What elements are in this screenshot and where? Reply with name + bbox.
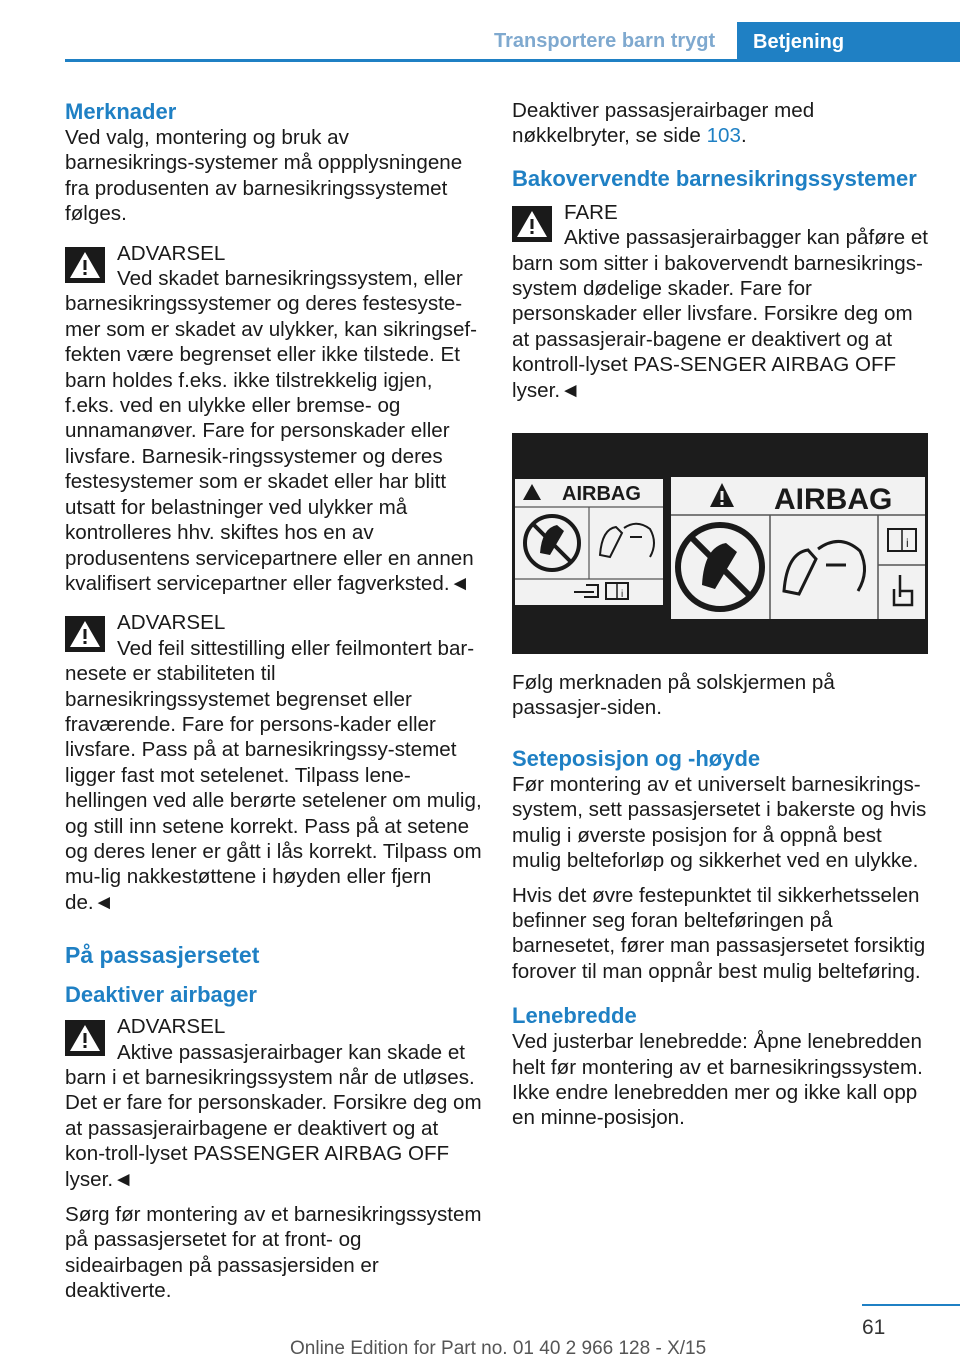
lenebredde-paragraph: Ved justerbar lenebredde: Åpne lenebredden helt før montering av et barnesikringssystem. Ikke endre lenebredden mer og ikke kall opp en minne-posisjon. [512,1030,923,1130]
page-link-103[interactable]: 103 [706,124,741,148]
outro-paragraph: Sørg før montering av et barnesikringssystem på passasjersetet for at front- og sideairbagen på passasjersiden er deaktiverte. [65,1203,482,1303]
danger-title: FARE [564,200,618,224]
large-label-text: AIRBAG [774,483,893,517]
warning-title: ADVARSEL [117,611,226,635]
chapter-tab-label: Betjening [753,31,845,53]
footer-divider [862,1304,960,1306]
right-column [512,98,930,1140]
warning-block-1 [65,241,483,597]
intro-paragraph: Ved valg, montering og bruk av barnesikrings-systemer må oppplysningene fra produsenten av barnesikringssystemet følges. [65,126,463,226]
image-caption: Følg merknaden på solskjermen på passasjer-siden. [512,671,835,720]
warning-block-3 [65,1014,483,1192]
edition-note: Online Edition for Part no. 01 40 2 966 128 - X/15 [290,1338,707,1359]
page-number: 61 [862,1316,886,1339]
small-label-text: AIRBAG [562,483,641,506]
danger-block [512,200,930,403]
seat-paragraph-1: Før montering av et universelt barnesikrings-system, sett passasjersetet i bakerste og hvis mulig i øverste posisjon for å oppnå best mulig belteforløp og sikkerhet ved en ulykke. [512,772,927,873]
warning-triangle-icon [512,206,552,242]
heading-lenebredde: Lenebredde [512,1003,637,1029]
heading-merknader: Merknader [65,99,177,124]
left-column [65,98,483,1313]
warning-text: Ved feil sittestilling eller feilmontert bar-nesete er stabiliteten til barnesikringssystemet begrenset eller fraværende. Fare for persons-kader eller livsfare. Pass på at barnesikringssy-stemet ligger fast mot setelenet. Tilpass lene-hellingen ved alle berørte setelener om mulig, og still inn setene korrekt. Pass på at setene og deres lener er gått i lås korrekt. Tilpass om mu-lig nakkestøttene i høyden eller fjern de.◄ [65,636,482,914]
warning-text: Ved skadet barnesikringssystem, eller barnesikringssystemer og deres festesyste-mer som er skadet av ulykker, kan sikringsef-fekten være begrenset eller ikke tilstede. Et barn holdes f.eks. ikke tilstrekkelig igjen, f.eks. ved en ulykke eller bremse- og unnamanøver. Fare for personskader eller livsfare. Barnesik-ringssystemer og deres festesystemer som er skadet eller har blitt utsatt for belastninger ved ulykker må kontrolleres hhv. skiftes hos en av produsentens servicepartnere eller en annen kvalifisert servicepartner eller fagverksted.◄ [65,267,478,595]
warning-triangle-icon [65,1020,105,1056]
small-airbag-label [515,479,663,605]
deactivate-paragraph [512,98,930,149]
svg-text:i: i [621,589,624,601]
seat-paragraph-2: Hvis det øvre festepunktet til sikkerhetsselen befinner seg foran belteføringen på barnesetet, fører man passasjersetet forsiktig forover til man oppnår best mulig belteføring. [512,883,926,983]
deactivate-text: Deaktiver passasjerairbager med nøkkelbryter, se side [512,99,815,148]
heading-bakovervendte: Bakovervendte barnesikringssystemer [512,165,917,191]
warning-title: ADVARSEL [117,1015,226,1039]
warning-block-2 [65,610,483,915]
chapter-tab[interactable] [737,22,960,62]
warning-triangle-icon [65,616,105,652]
warning-triangle-icon [65,247,105,283]
deactivate-text-end: . [740,124,747,148]
warning-text: Aktive passasjerairbager kan skade et barn i et barnesikringssystem når de utløses. Det er fare for personskader. Forsikre deg om at passasjerairbagene er deaktivert og at kon-troll-lyset PASSENGER AIRBAG OFF lyser.◄ [65,1040,482,1191]
heading-deaktiver-airbager: Deaktiver airbager [65,982,257,1008]
heading-pa-passasjersetet: På passasjersetet [65,942,260,969]
large-airbag-label [671,477,925,619]
header-divider [65,59,960,62]
airbag-label-photo [512,433,928,654]
heading-seteposisjon: Seteposisjon og -høyde [512,745,761,771]
danger-text: Aktive passasjerairbagger kan påføre et barn som sitter i bakovervendt barnesikrings-system dødelige skader. Fare for personskader eller livsfare. Forsikre deg om at passasjerair-bagene er deaktivert og at kontroll-lyset PAS-SENGER AIRBAG OFF lyser.◄ [512,226,929,402]
warning-title: ADVARSEL [117,241,226,265]
svg-text:i: i [906,536,909,551]
section-title: Transportere barn trygt [494,30,716,52]
